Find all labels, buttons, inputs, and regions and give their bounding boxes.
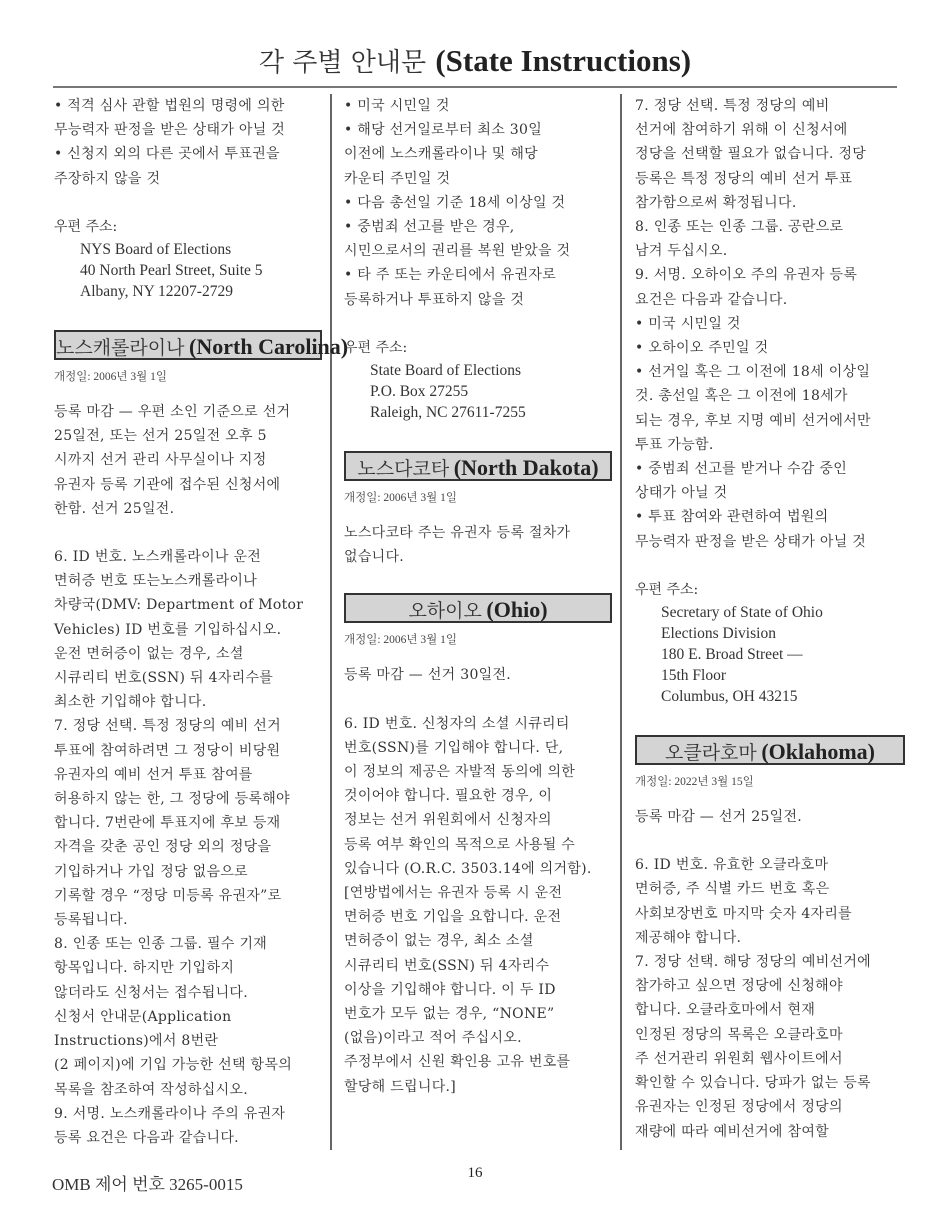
text-line: 요건은 다음과 같습니다. xyxy=(635,291,788,308)
address-line: 40 North Pearl Street, Suite 5 xyxy=(80,262,263,280)
text-line: 6. ID 번호. 노스캐롤라이나 운전 xyxy=(54,549,262,566)
text-line: 등록 요건은 다음과 같습니다. xyxy=(54,1129,239,1146)
column-divider xyxy=(330,94,332,1150)
oh-deadline: 등록 마감 — 선거 30일전. xyxy=(344,667,512,684)
revision-date: 개정일: 2022년 3월 15일 xyxy=(635,776,754,789)
text-line: 7. 정당 선택. 해당 정당의 예비선거에 xyxy=(635,954,871,971)
nc-instructions xyxy=(54,545,322,1150)
nd-instructions xyxy=(344,521,612,569)
state-name-korean: 노스다코타 xyxy=(357,458,450,481)
text-line: 것이어야 합니다. 필요한 경우, 이 xyxy=(344,788,553,805)
state-header-north-carolina xyxy=(54,330,349,360)
text-line: 신청서 안내문(Application xyxy=(54,1008,232,1025)
address-line: Secretary of State of Ohio xyxy=(661,604,823,622)
text-line: Instructions)에서 8번란 xyxy=(54,1033,219,1050)
text-line: 남겨 두십시오. xyxy=(635,243,728,260)
text-line: 상태가 아닐 것 xyxy=(635,485,728,502)
state-header-oklahoma xyxy=(635,735,905,765)
text-line: 시민으로서의 권리를 복원 받았을 것 xyxy=(344,243,571,260)
text-line: 기입하거나 가입 정당 없음으로 xyxy=(54,863,248,880)
ny-requirements xyxy=(54,94,322,191)
text-line: 않더라도 신청서는 접수됩니다. xyxy=(54,984,248,1001)
text-line: 정당을 선택할 필요가 없습니다. 정당 xyxy=(635,146,867,163)
text-line: 주장하지 않을 것 xyxy=(54,170,161,187)
text-line: 투표 가능함. xyxy=(635,436,714,453)
text-line: 되는 경우, 후보 지명 예비 선거에서만 xyxy=(635,412,871,429)
page-title xyxy=(0,42,950,82)
text-line: 허용하지 않는 한, 그 정당에 등록해야 xyxy=(54,791,290,808)
text-line: 목록을 참조하여 작성하십시오. xyxy=(54,1081,248,1098)
text-line: 자격을 갖춘 공인 정당 외의 정당을 xyxy=(54,839,272,856)
text-line: 참가하고 싶으면 정당에 신청해야 xyxy=(635,978,843,995)
text-line: (없음)이라고 적어 주십시오. xyxy=(344,1030,522,1047)
text-line: 6. ID 번호. 신청자의 소셜 시큐리티 xyxy=(344,715,570,732)
nc-requirements xyxy=(344,94,612,312)
text-line: 등록 여부 확인의 목적으로 사용될 수 xyxy=(344,836,576,853)
text-line: 무능력자 판정을 받은 상태가 아닐 것 xyxy=(54,122,286,139)
state-name-korean: 노스캐롤라이나 xyxy=(56,337,185,360)
text-line: 시까지 선거 관리 사무실이나 지정 xyxy=(54,452,267,469)
text-line: 카운티 주민일 것 xyxy=(344,170,451,187)
ny-mailing-address xyxy=(54,239,322,302)
text-line: 이상을 기입해야 합니다. 이 두 ID xyxy=(344,981,556,998)
text-line: 25일전, 또는 선거 25일전 오후 5 xyxy=(54,428,267,445)
text-line: (2 페이지)에 기입 가능한 선택 항목의 xyxy=(54,1057,293,1074)
text-line: 기록할 경우 “정당 미등록 유권자”로 xyxy=(54,887,282,904)
address-line: State Board of Elections xyxy=(370,362,522,380)
text-line: 9. 서명. 노스캐롤라이나 주의 유권자 xyxy=(54,1105,286,1122)
text-line: • 오하이오 주민일 것 xyxy=(635,340,769,357)
text-line: • 해당 선거일로부터 최소 30일 xyxy=(344,122,543,139)
address-line: Columbus, OH 43215 xyxy=(661,688,798,706)
text-line: • 미국 시민일 것 xyxy=(344,98,450,114)
text-line: 시큐리티 번호(SSN) 뒤 4자리수를 xyxy=(54,670,274,687)
text-line: 6. ID 번호. 유효한 오클라호마 xyxy=(635,857,829,874)
address-line: 15th Floor xyxy=(661,667,727,685)
column-2 xyxy=(344,94,612,1099)
nc-mailing-address xyxy=(344,360,612,423)
text-line: 투표에 참여하려면 그 정당이 비당원 xyxy=(54,742,281,759)
text-line: 유권자 등록 기관에 접수된 신청서에 xyxy=(54,476,281,493)
text-line: • 적격 심사 관할 법원의 명령에 의한 xyxy=(54,98,285,114)
text-line: 번호(SSN)를 기입해야 합니다. 단, xyxy=(344,739,564,756)
text-line: • 타 주 또는 카운티에서 유권자로 xyxy=(344,267,557,284)
text-line: 번호가 모두 없는 경우, “NONE” xyxy=(344,1006,555,1023)
text-line: • 신청지 외의 다른 곳에서 투표권을 xyxy=(54,146,280,163)
nc-deadline xyxy=(54,400,322,521)
text-line: • 투표 참여와 관련하여 법원의 xyxy=(635,509,829,526)
text-line: 재량에 따라 예비선거에 참여할 xyxy=(635,1123,829,1140)
text-line: 있습니다 (O.R.C. 3503.14에 의거함). xyxy=(344,860,592,877)
page-title-korean: 각 주별 안내문 xyxy=(258,48,427,78)
oh-instructions-continued xyxy=(635,94,905,554)
state-header-north-dakota xyxy=(344,451,612,481)
state-name-english: (Oklahoma) xyxy=(761,739,875,765)
state-name-english: (North Dakota) xyxy=(453,455,599,481)
oh-mailing-address xyxy=(635,602,905,707)
address-line: Albany, NY 12207-2729 xyxy=(80,283,233,301)
text-line: 노스다코타 주는 유권자 등록 절차가 xyxy=(344,525,571,542)
revision-date: 개정일: 2006년 3월 1일 xyxy=(344,492,457,505)
state-header-ohio xyxy=(344,593,612,623)
text-line: 등록 마감 — 우편 소인 기준으로 선거 xyxy=(54,404,291,421)
address-line: NYS Board of Elections xyxy=(80,241,232,259)
mailing-address-label: 우편 주소: xyxy=(344,339,408,356)
state-name-english: (North Carolina) xyxy=(189,334,349,360)
text-line: 합니다. 오클라호마에서 현재 xyxy=(635,1002,816,1019)
page-number: 16 xyxy=(467,1165,483,1181)
omb-control-number: OMB 제어 번호 3265-0015 xyxy=(52,1175,243,1194)
text-line: 합니다. 7번란에 투표지에 후보 등재 xyxy=(54,815,281,832)
state-name-korean: 오클라호마 xyxy=(664,742,757,765)
text-line: 주정부에서 신원 확인용 고유 번호를 xyxy=(344,1054,571,1071)
text-line: 확인할 수 있습니다. 당파가 없는 등록 xyxy=(635,1075,871,1092)
text-line: • 선거일 혹은 그 이전에 18세 이상일 xyxy=(635,364,871,381)
oh-instructions xyxy=(344,712,612,1099)
text-line: 면허증 번호 또는노스캐롤라이나 xyxy=(54,573,258,590)
text-line: [연방법에서는 유권자 등록 시 운전 xyxy=(344,885,563,902)
ok-instructions xyxy=(635,853,905,1143)
text-line: 사회보장번호 마지막 숫자 4자리를 xyxy=(635,905,852,922)
text-line: 등록됩니다. xyxy=(54,912,128,929)
text-line: 8. 인종 또는 인종 그룹. 필수 기재 xyxy=(54,936,268,953)
text-line: 이전에 노스캐롤라이나 및 해당 xyxy=(344,146,538,163)
text-line: 것. 총선일 혹은 그 이전에 18세가 xyxy=(635,388,848,405)
text-line: 운전 면허증이 없는 경우, 소셜 xyxy=(54,645,244,662)
state-name-korean: 오하이오 xyxy=(408,600,482,623)
text-line: 무능력자 판정을 받은 상태가 아닐 것 xyxy=(635,533,867,550)
text-line: 7. 정당 선택. 특정 정당의 예비 xyxy=(635,98,830,114)
text-line: 할당해 드립니다.] xyxy=(344,1078,457,1095)
revision-date: 개정일: 2006년 3월 1일 xyxy=(344,634,457,647)
page-title-english: (State Instructions) xyxy=(435,43,692,78)
text-line: 참가함으로써 확정됩니다. xyxy=(635,194,797,211)
column-3 xyxy=(635,94,905,1144)
text-line: 차량국(DMV: Department of Motor xyxy=(54,597,304,614)
text-line: • 미국 시민일 것 xyxy=(635,315,741,332)
mailing-address-label: 우편 주소: xyxy=(635,581,699,598)
mailing-address-label: 우편 주소: xyxy=(54,218,118,235)
text-line: 최소한 기입해야 합니다. xyxy=(54,694,207,711)
state-name-english: (Ohio) xyxy=(486,597,548,623)
ok-deadline: 등록 마감 — 선거 25일전. xyxy=(635,809,803,826)
text-line: • 다음 총선일 기준 18세 이상일 것 xyxy=(344,194,566,211)
text-line: 면허증, 주 식별 카드 번호 혹은 xyxy=(635,881,830,898)
address-line: Elections Division xyxy=(661,625,776,643)
text-line: 8. 인종 또는 인종 그룹. 공란으로 xyxy=(635,219,844,236)
text-line: 인정된 정당의 목록은 오클라호마 xyxy=(635,1026,843,1043)
text-line: 주 선거관리 위원회 웹사이트에서 xyxy=(635,1050,843,1067)
revision-date: 개정일: 2006년 3월 1일 xyxy=(54,371,167,384)
text-line: 7. 정당 선택. 특정 정당의 예비 선거 xyxy=(54,718,281,735)
text-line: 유권자의 예비 선거 투표 참여를 xyxy=(54,766,253,783)
address-line: P.O. Box 27255 xyxy=(370,383,469,401)
title-divider xyxy=(53,86,897,88)
text-line: 9. 서명. 오하이오 주의 유권자 등록 xyxy=(635,267,858,284)
text-line: 한함. 선거 25일전. xyxy=(54,500,175,517)
text-line: 면허증 번호 기입을 요합니다. 운전 xyxy=(344,909,562,926)
text-line: Vehicles) ID 번호를 기입하십시오. xyxy=(54,621,282,638)
text-line: • 중범죄 선고를 받거나 수감 중인 xyxy=(635,461,848,478)
text-line: 시큐리티 번호(SSN) 뒤 4자리수 xyxy=(344,957,550,974)
address-line: 180 E. Broad Street — xyxy=(661,646,803,664)
text-line: • 중범죄 선고를 받은 경우, xyxy=(344,219,515,236)
text-line: 없습니다. xyxy=(344,549,405,566)
text-line: 등록은 특정 정당의 예비 선거 투표 xyxy=(635,170,853,187)
text-line: 유권자는 인정된 정당에서 정당의 xyxy=(635,1099,843,1116)
text-line: 제공해야 합니다. xyxy=(635,929,742,946)
text-line: 이 정보의 제공은 자발적 동의에 의한 xyxy=(344,764,576,781)
text-line: 선거에 참여하기 위해 이 신청서에 xyxy=(635,122,848,139)
text-line: 항목입니다. 하지만 기입하지 xyxy=(54,960,235,977)
text-line: 등록하거나 투표하지 않을 것 xyxy=(344,291,525,308)
text-line: 정보는 선거 위원회에서 신청자의 xyxy=(344,812,552,829)
text-line: 면허증이 없는 경우, 최소 소셜 xyxy=(344,933,534,950)
column-divider xyxy=(620,94,622,1150)
column-1 xyxy=(54,94,349,1150)
address-line: Raleigh, NC 27611-7255 xyxy=(370,404,526,422)
